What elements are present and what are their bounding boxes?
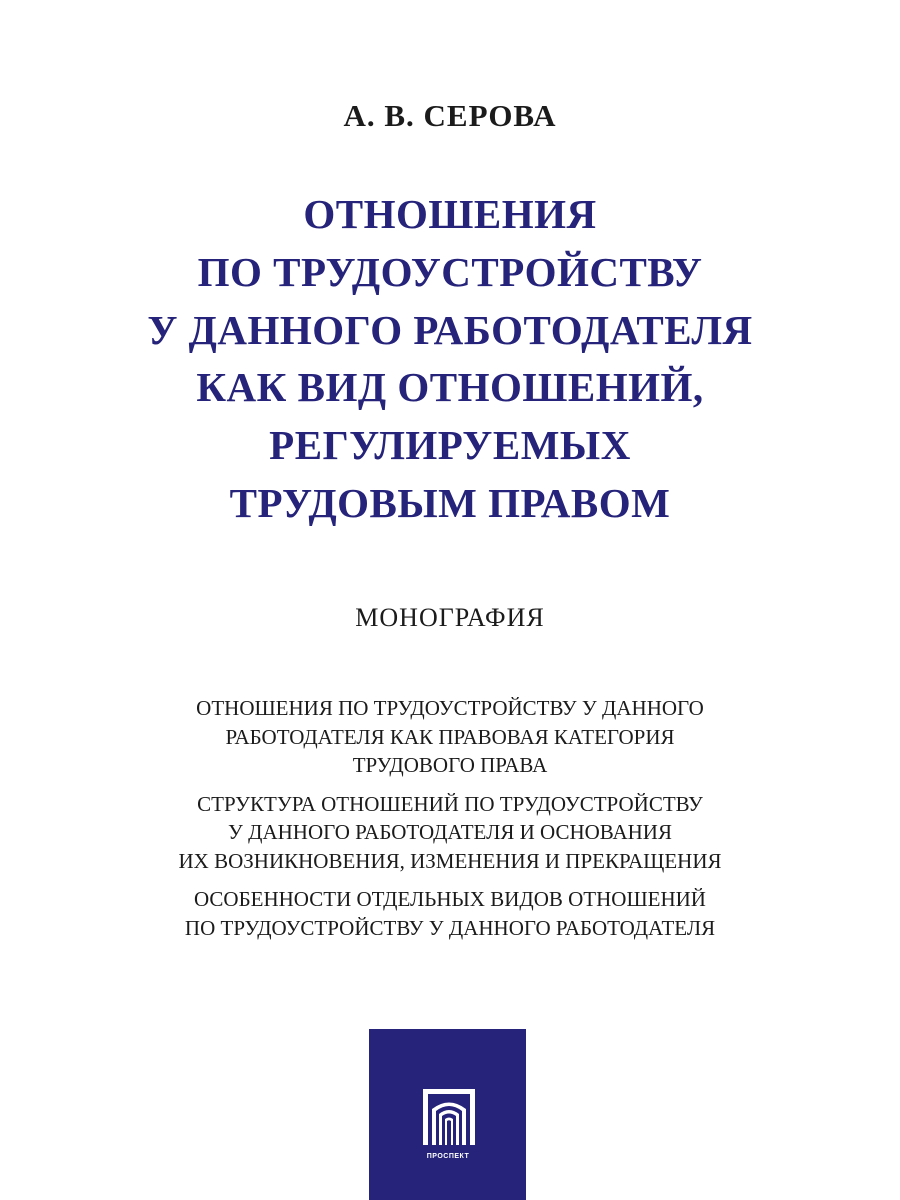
title-line: У ДАННОГО РАБОТОДАТЕЛЯ bbox=[147, 306, 753, 353]
topic-line: У ДАННОГО РАБОТОДАТЕЛЯ И ОСНОВАНИЯ bbox=[228, 820, 672, 844]
topic-item bbox=[0, 885, 900, 942]
topic-line: ОСОБЕННОСТИ ОТДЕЛЬНЫХ ВИДОВ ОТНОШЕНИЙ bbox=[194, 887, 706, 911]
publisher-building-logo-icon bbox=[421, 1087, 477, 1147]
topic-line: СТРУКТУРА ОТНОШЕНИЙ ПО ТРУДОУСТРОЙСТВУ bbox=[197, 791, 703, 816]
publisher-name: ПРОСПЕКТ bbox=[426, 1153, 470, 1160]
genre-label: МОНОГРАФИЯ bbox=[355, 603, 545, 632]
topic-line: ОТНОШЕНИЯ ПО ТРУДОУСТРОЙСТВУ У ДАННОГО bbox=[196, 696, 704, 720]
topic-item bbox=[0, 790, 900, 876]
topics-list bbox=[0, 694, 900, 952]
topic-item bbox=[0, 694, 900, 780]
topic-line: ПО ТРУДОУСТРОЙСТВУ У ДАННОГО РАБОТОДАТЕЛЯ bbox=[184, 915, 716, 940]
title-line: ОТНОШЕНИЯ bbox=[303, 191, 597, 237]
title-line: ТРУДОВЫМ ПРАВОМ bbox=[229, 479, 671, 526]
author-name: А. В. СЕРОВА bbox=[343, 98, 557, 133]
topic-line: ИХ ВОЗНИКНОВЕНИЯ, ИЗМЕНЕНИЯ И ПРЕКРАЩЕНИЯ bbox=[178, 848, 722, 873]
title-line: ПО ТРУДОУСТРОЙСТВУ bbox=[197, 248, 703, 295]
topic-line: РАБОТОДАТЕЛЯ КАК ПРАВОВАЯ КАТЕГОРИЯ bbox=[225, 724, 675, 749]
title-line: КАК ВИД ОТНОШЕНИЙ, bbox=[196, 364, 704, 411]
book-title bbox=[0, 186, 900, 533]
topic-line: ТРУДОВОГО ПРАВА bbox=[352, 753, 548, 777]
title-line: РЕГУЛИРУЕМЫХ bbox=[269, 422, 631, 469]
